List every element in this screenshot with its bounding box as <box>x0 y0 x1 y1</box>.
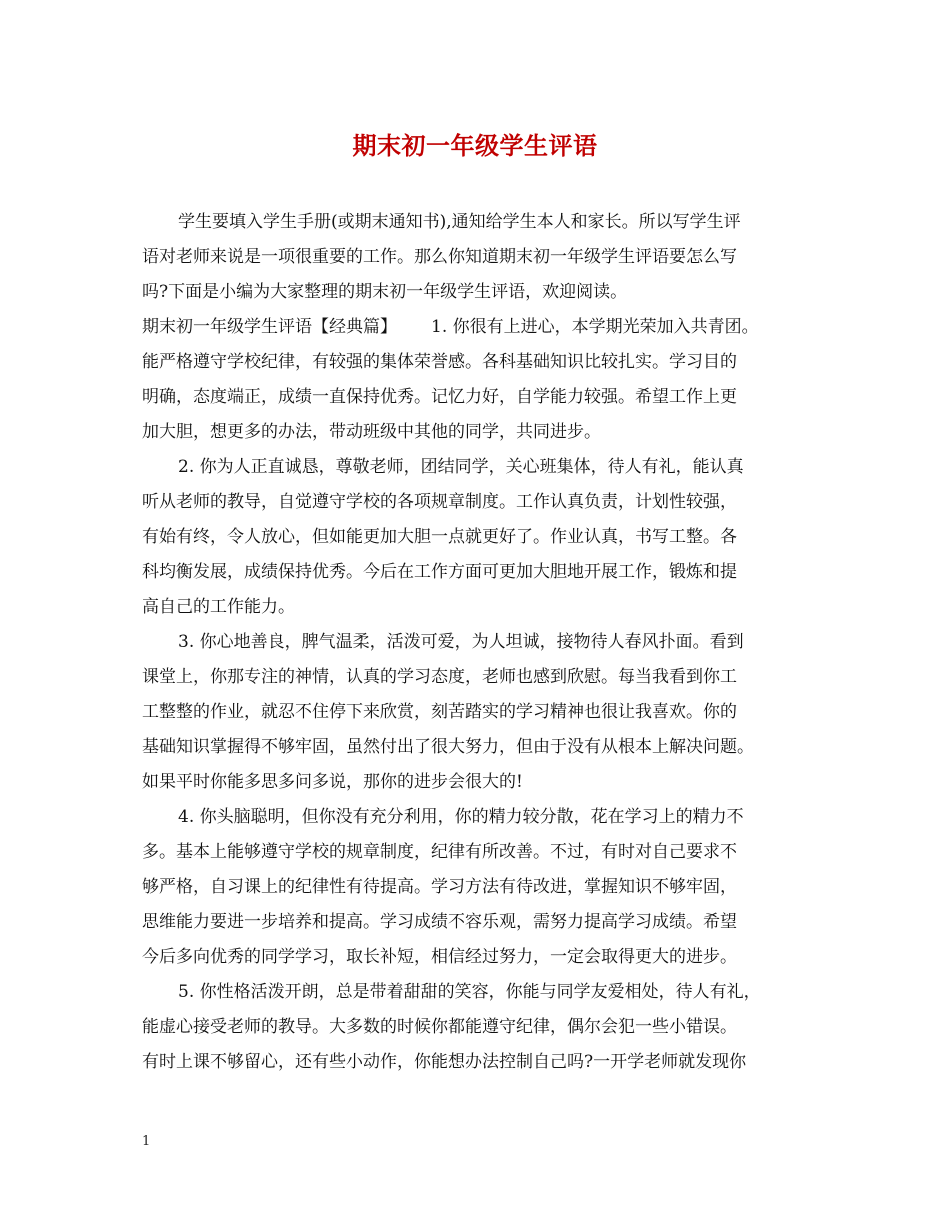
document-title: 期末初一年级学生评语 <box>352 132 598 160</box>
text-line: 有时上课不够留心，还有些小动作，你能想办法控制自己吗?一开学老师就发现你 <box>142 1052 747 1072</box>
text-line: 能虚心接受老师的教导。大多数的时候你都能遵守纪律，偶尔会犯一些小错误。 <box>142 1017 737 1037</box>
text-line: 高自己的工作能力。 <box>142 597 295 617</box>
page-number: 1 <box>142 1134 151 1149</box>
text-line: 够严格，自习课上的纪律性有待提高。学习方法有待改进，掌握知识不够牢固， <box>142 877 737 897</box>
text-line: 能严格遵守学校纪律，有较强的集体荣誉感。各科基础知识比较扎实。学习目的 <box>142 352 737 372</box>
text-line: 语对老师来说是一项很重要的工作。那么你知道期末初一年级学生评语要怎么写 <box>142 247 737 267</box>
text-line: 5. 你性格活泼开朗，总是带着甜甜的笑容，你能与同学友爱相处，待人有礼， <box>178 982 761 1002</box>
section-heading: 期末初一年级学生评语【经典篇】 <box>142 317 397 337</box>
text-line: 思维能力要进一步培养和提高。学习成绩不容乐观，需努力提高学习成绩。希望 <box>142 912 737 932</box>
text-line-composite <box>142 310 817 345</box>
text-line: 2. 你为人正直诚恳，尊敬老师，团结同学，关心班集体，待人有礼，能认真 <box>178 457 744 477</box>
text-line: 听从老师的教导，自觉遵守学校的各项规章制度。工作认真负责，计划性较强， <box>142 492 737 512</box>
text-fragment: 1. 你很有上进心，本学期光荣加入共青团。 <box>431 317 759 337</box>
text-line: 吗?下面是小编为大家整理的期末初一年级学生评语，欢迎阅读。 <box>142 282 628 302</box>
text-line: 今后多向优秀的同学学习，取长补短，相信经过努力，一定会取得更大的进步。 <box>142 947 737 967</box>
text-line: 课堂上，你那专注的神情，认真的学习态度，老师也感到欣慰。每当我看到你工 <box>142 667 737 687</box>
text-line: 科均衡发展，成绩保持优秀。今后在工作方面可更加大胆地开展工作，锻炼和提 <box>142 562 737 582</box>
document-body <box>142 205 817 1080</box>
text-line: 工整整的作业，就忍不住停下来欣赏，刻苦踏实的学习精神也很让我喜欢。你的 <box>142 702 737 722</box>
text-line: 如果平时你能多思多问多说，那你的进步会很大的! <box>142 772 523 792</box>
text-line: 多。基本上能够遵守学校的规章制度，纪律有所改善。不过，有时对自己要求不 <box>142 842 737 862</box>
text-line: 3. 你心地善良，脾气温柔，活泼可爱，为人坦诚，接物待人春风扑面。看到 <box>178 632 744 652</box>
text-line: 加大胆，想更多的办法，带动班级中其他的同学，共同进步。 <box>142 422 601 442</box>
text-line: 学生要填入学生手册(或期末通知书),通知给学生本人和家长。所以写学生评 <box>178 212 741 232</box>
text-line: 明确，态度端正，成绩一直保持优秀。记忆力好，自学能力较强。希望工作上更 <box>142 387 737 407</box>
text-line: 4. 你头脑聪明，但你没有充分利用，你的精力较分散，花在学习上的精力不 <box>178 807 744 827</box>
text-line: 基础知识掌握得不够牢固，虽然付出了很大努力，但由于没有从根本上解决问题。 <box>142 737 754 757</box>
text-line: 有始有终，令人放心，但如能更加大胆一点就更好了。作业认真，书写工整。各 <box>142 527 737 547</box>
